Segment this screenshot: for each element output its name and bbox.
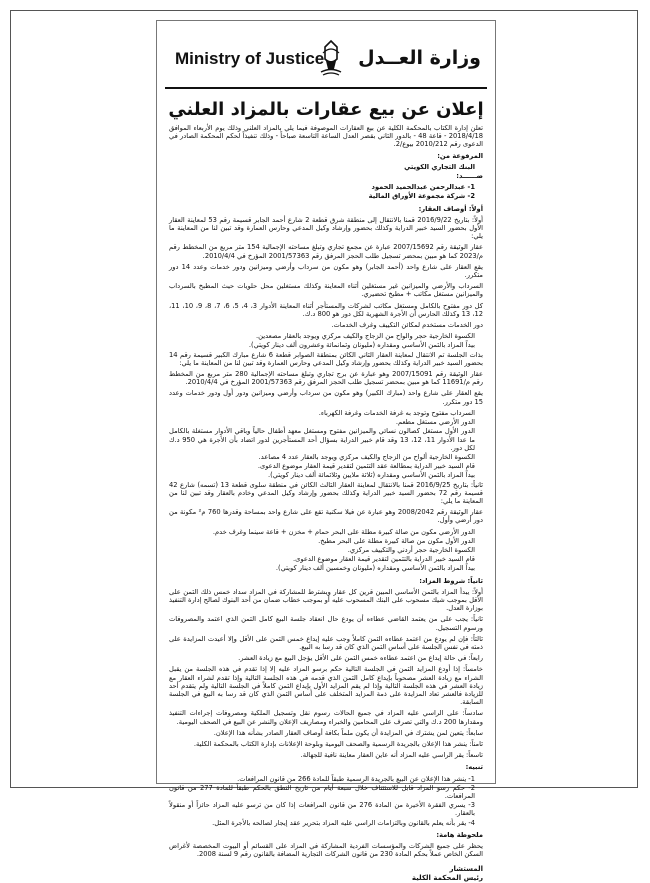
list-item: الدور الأول مكون من صالة كبيرة مطلة على البحر مطبخ. — [318, 536, 475, 545]
list-item: 3- يسري الفقرة الأخيرة من المادة 276 من قانون المرافعات إذا كان من ترسو عليه المزاد حائزاً أو منقولاً بالعقار. — [169, 801, 475, 818]
sections-container — [169, 205, 483, 859]
signature-block — [157, 861, 495, 883]
list-item: الكسوة الخارجية ألواح من الزجاج والكيف مركزي ويوجد بالعقار عدد 4 مصاعد. — [258, 452, 475, 461]
defendant-2: 2- شركة مجموعة الأوراق المالية — [368, 192, 475, 201]
list-item: قام السيد خبير الدراية بالتثمين لتقدير قيمة العقار موضوع الدعوى. — [293, 555, 475, 564]
list-item: الدور الأرضي مستغل مطعم. — [395, 418, 475, 427]
english-title: Ministry of Justice — [175, 49, 325, 68]
list-item: 1- ينشر هذا الإعلان عن البيع بالجريدة الرسمية طبقاً للمادة 266 من قانون المرافعات. — [237, 774, 475, 783]
kuwait-emblem-icon — [317, 39, 345, 79]
section-paragraph: كل دور مفتوح بالكامل ومستغل مكاتب لشركات والمستأجر أثناء المعاينة الأدوار 3، 4، 5، 6، 7، 8، 9، 10، 11، 12، 13 وكذلك الحارس أن الأجرة الشهرية لكل دور هو 800 د.ك. — [169, 301, 483, 318]
list-item: قام السيد خبير الدراية بمطالعة عقد التثمين لتقدير قيمة العقار موضوع الدعوى. — [257, 462, 475, 471]
section-paragraph: يقع العقار على شارع واحد (مبارك الكبير) وهو مكون من سرداب وأرضي وميزانين ودور أول ودور خدمات وعدد 15 دور متكرر. — [169, 389, 483, 406]
plaintiff-label: المرفوعة من: — [437, 151, 483, 160]
section-paragraph: يحظر على جميع الشركات والمؤسسات الفردية المشاركة في المزاد على القسائم أو البيوت المخصصة لأغراض السكن الخاص عملاً بحكم المادة 230 من قانون الشركات التجارية المضافة بالقانون رقم 9 لسنة 2008. — [169, 842, 483, 859]
section-paragraph: أولاً: يبدأ المزاد بالثمن الأساسي المبين قرين كل عقار ويشترط للمشاركة في المزاد سداد خمس ذلك الثمن على الأقل بموجب شيك مسحوب على البنك المسحوب عليه أو بموجب خطاب ضمان من أحد البنوك لصالح إدارة التنفيذ بوزارة العدل. — [169, 587, 483, 613]
defendant-label: ضــــــد: — [456, 172, 483, 181]
section-paragraph: السرداب والأرضي والميزانين غير مستغلين أثناء المعاينة وكذلك مستغلين محل حلويات حيث المطبخ بالسرداب والميزانين مستغل مكاتب + مطبخ تحضيري. — [169, 282, 483, 299]
list-item: 2- حكم رسو المزاد قابل للاستئناف خلال سبعة أيام من تاريخ النطق بالحكم طبقاً للمادة 277 من قانون المرافعات. — [169, 783, 475, 801]
signature-line-1: المستشار — [449, 865, 483, 874]
section-paragraph: عقار الوثيقة رقم 2008/2042 وهو عبارة عن فيلا سكنية تقع على شارع واحد بمساحة وقدرها 760 م² مكونة من دور أرضي وأول. — [169, 508, 483, 525]
list-item: الكسوة الخارجية حجر أردني والتكييف مركزي. — [347, 545, 475, 554]
section-paragraph: عقار الوثيقة رقم 2007/15091 وهو عبارة عن برج تجاري وتبلغ مساحته الإجمالية 280 متر مربع من المخطط رقم م/11691 كما هو مبين بمحضر تسجيل طلب الحجز المرفق رقم 2001/57363 المؤرخ في 2010/4/4. — [169, 370, 483, 387]
section-heading: ثانياً: شروط المزاد: — [419, 576, 483, 585]
ministry-header — [165, 37, 487, 87]
defendant-1: 1- عبدالرحمن عبدالحميد الحمود — [371, 183, 475, 192]
section-paragraph: يقع العقار على شارع واحد (أحمد الجابر) وهو مكون من سرداب وأرضي وميزانين ودور خدمات وعدد 14 دور متكرر. — [169, 262, 483, 280]
section-paragraph: سادساً: على الراسي عليه المزاد في جميع الحالات رسوم نقل وتسجيل الملكية ومصروفات إجراءات التنفيذ ومقدارها 200 د.ك والتي تصرف على المحامين والخبراء ومصاريف الإعلان والنشر عن البيع في الصحف اليومية. — [169, 709, 483, 726]
section-paragraph: خامساً: إذا أودع المزايد الثمن في الجلسة التالية حكم برسو المزاد عليه إلا إذا تقدم في هذه الجلسة من يقبل الشراء مع زيادة العشر مصحوباً بإيداع كامل الثمن الذي قدمه في هذه الجلسة التالية وإذا تقدم لشراء العقار مع زيادة العشر في هذه الجلسة التالية وإذا لم يقم المزايد الأول بإيداع الثمن كاملاً في الجلسة التالية ولم يتقدم أحد للزيادة فالعشر تعاد المزايدة على ذمة المزايد المتخلف على أساس الثمن الذي كان قد رسا به البيع في الجلسة السابقة. — [169, 665, 483, 707]
plaintiff-name: البنك التجاري الكويتي — [404, 162, 475, 171]
section-paragraph: رابعاً: في حالة إيداع من اعتمد عطاءه خمس الثمن على الأقل يؤجل البيع مع زيادة العشر. — [238, 654, 483, 663]
section-paragraph: دور الخدمات مستخدم لمكائن التكييف وغرف الخدمات. — [331, 321, 483, 330]
header-rule — [165, 87, 487, 89]
section-paragraph: ثالثاً: فإن لم يودع من اعتمد عطاءه الثمن كاملاً وجب عليه إيداع خمس الثمن على الأقل وإلا أعيدت المزايدة على ذمته في نفس الجلسة على أساس الثمن الذي كان قد رسا به البيع. — [169, 634, 483, 651]
list-item: بيداً المزاد بالثمن الأساسي ومقداره (ثلاثة ملايين وثلاثمائة ألف دينار كويتي). — [267, 471, 475, 480]
list-item: الدور الأول مستغل كصالون نسائي والميزانين مفتوح ومستغل معهد أطفال حالياً وباقي الأدوار مستغلة بالكامل ما عدا الأدوار 11، 12، 13 وقد قام خبير الدراية بسؤال أحد المستأجرين لدور اتضاد بأن الأجرة هي 950 د.ك لكل دور. — [169, 427, 476, 452]
section-paragraph: عقار الوثيقة رقم 2007/15692 عبارة عن مجمع تجاري وتبلغ مساحته الإجمالية 154 متر مربع من المخطط رقم م/2023 كما هو مبين بمحضر تسجيل طلب الحجز المرفق رقم 2001/57363 المؤرخ في 2010/4/4. — [169, 243, 483, 260]
list-item: السرداب مفتوح وتوجد به غرفة الخدمات وغرفة الكهرباء. — [318, 408, 475, 417]
section-paragraph: أولاً: بتاريخ 2016/9/22 قمنا بالانتقال إلى منطقة شرق قطعة 2 شارع أحمد الجابر قسيمة رقم 53 لمعاينة العقار الأول بحضور السيد خبير الدراية وكذلك بحضور وإرشاد وكيل المدعي وحارس العمارة وقد تبين لنا من المعاينة ما يلي: — [169, 215, 484, 241]
list-item: بيداً المزاد بالثمن الأساسي ومقداره (مليونان وثمانمائة وعشرون ألف دينار كويتي). — [248, 341, 475, 350]
signature-line-2: رئيس المحكمة الكلية — [411, 874, 483, 883]
intro-paragraph: تعلن إدارة الكتاب بالمحكمة الكلية عن بيع العقارات الموصوفة فيما يلي بالمزاد العلني وذلك يوم الأربعاء الموافق 2018/4/18 - قاعة 48 - بالدور الثاني بقصر العدل الساعة التاسعة صباحاً - وذلك تنفيذاً لحكم المحكمة الصادر في الدعوى رقم 2010/212 بيوع/2. — [169, 124, 483, 149]
section-heading: تنبيه: — [465, 763, 483, 772]
announcement-document — [156, 20, 496, 883]
announcement-title: إعلان عن بيع عقارات بالمزاد العلني — [168, 99, 484, 120]
section-paragraph: سابعاً: يتعين لمن يشترك في المزايدة أن يكون ملماً بكافة أوصاف العقار الصادر بشأنه هذا الإعلان. — [213, 728, 483, 737]
list-item: 4- يقر بأنه يعلم بالقانون وبالتزامات الراسي عليه المزاد بتحرير عقد إيجار لصالحه بالأجرة المثل. — [212, 818, 475, 827]
list-item: الكسوة الخارجية حجر والواح من الزجاج والكيف مركزي ويوجد بالعقار مصعدين. — [256, 332, 475, 341]
section-paragraph: ثانياً: بتاريخ 2016/9/25 قمنا بالانتقال لمعاينة العقار الثالث الكائن في منطقة سلوى قطعة 13 (تسمه) شارع 42 قسيمة رقم 72 بحضور السيد خبير الدراية وكذلك بحضور وإرشاد وكيل المدعي وخادم بالعقار وقد تبين لنا من المعاينة ما يلي: — [169, 480, 483, 505]
section-paragraph: ثامناً: ينشر هذا الإعلان بالجريدة الرسمية والصحف اليومية وبلوحة الإعلانات بإدارة الكتاب بالمحكمة الكلية. — [193, 740, 483, 748]
section-heading: ملحوظة هامة: — [436, 830, 483, 839]
list-item: الدور الأرضي مكون من صالة كبيرة مطلة على البحر حمام + مخزن + قاعة سينما وغرف خدم. — [212, 527, 475, 536]
section-paragraph: تاسعاً: يقر الراسي عليه المزاد أنه عاين العقار معاينة نافية للجهالة. — [300, 751, 483, 760]
section-paragraph: ثانياً: يجب على من يعتمد القاضي عطاءه أن يودع حال انعقاد جلسة البيع كامل الثمن الذي اعتمد والمصروفات ورسوم التسجيل. — [169, 615, 483, 632]
section-paragraph: بذات الجلسة تم الانتقال لمعاينة العقار الثاني الكائن بمنطقة الصوابر قطعة 6 شارع مبارك الكبير قسيمة رقم 14 بحضور السيد خبير الدراية وكذلك بحضور وإرشاد وكيل المدعي وحارس العمارة وقد تبين لنا من المعاينة ما يلي: — [169, 350, 483, 367]
section-heading: أولاً: أوصاف العقار: — [418, 204, 483, 213]
announcement-body — [157, 124, 495, 858]
list-item: بيداً المزاد بالثمن الأساسي ومقداره (مليونان وخمسين ألف دينار كويتي). — [275, 564, 475, 573]
arabic-title: وزارة العــدل — [358, 47, 481, 69]
